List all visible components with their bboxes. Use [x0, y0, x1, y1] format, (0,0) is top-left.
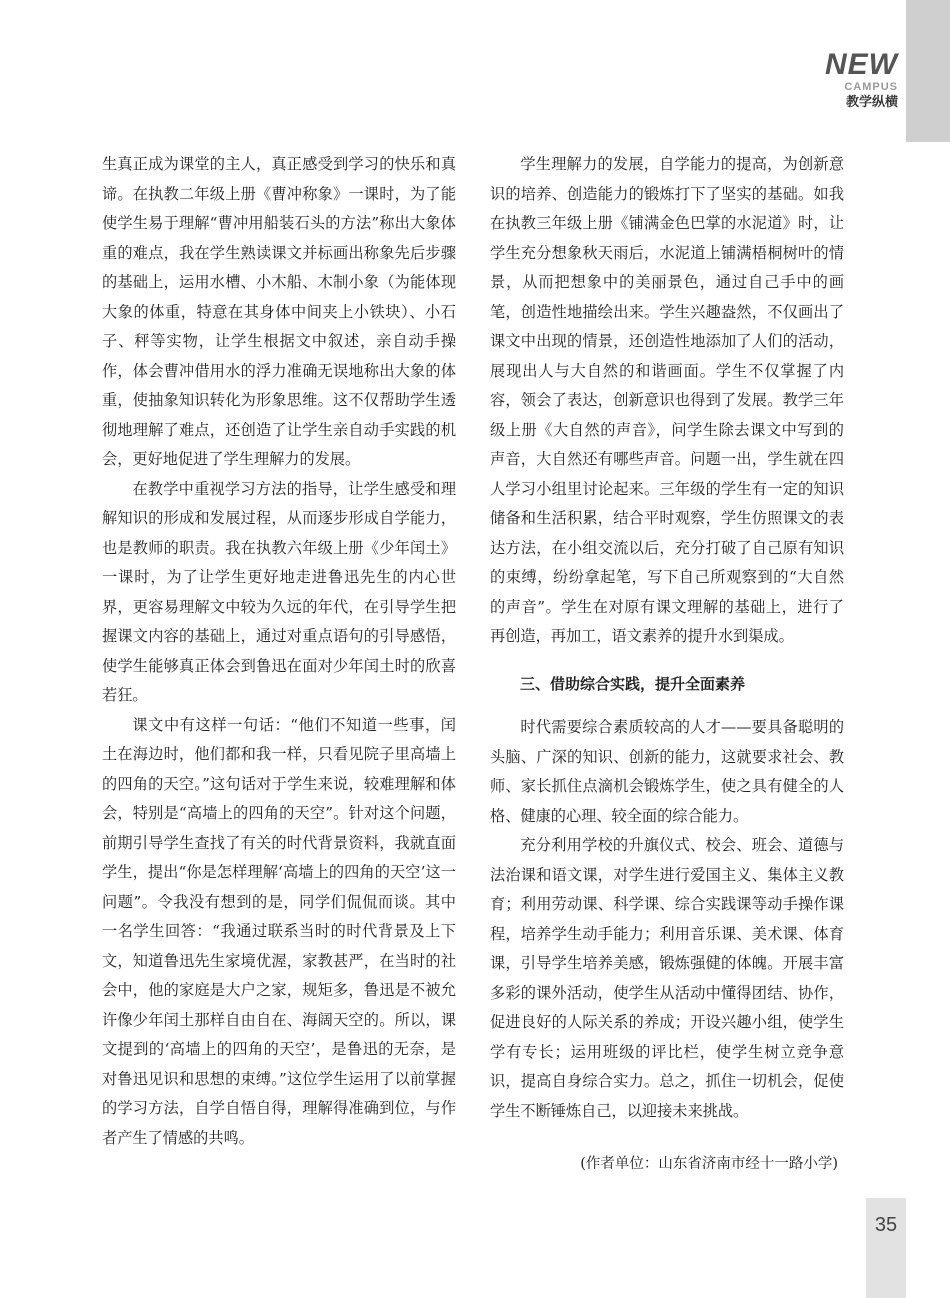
side-tab-top — [906, 0, 950, 142]
right-column — [490, 150, 844, 1180]
left-column — [102, 150, 456, 1153]
right-paragraph-3: 充分利用学校的升旗仪式、校会、班会、道德与法治课和语文课，对学生进行爱国主义、集体主义教育；利用劳动课、科学课、综合实践课等动手操作课程，培养学生动手能力；利用音乐课、美术课、体育课，引导学生培养美感，锻炼强健的体魄。开展丰富多彩的课外活动，使学生从活动中懂得团结、协作，促进良好的人际关系的养成；开设兴趣小组，使学生学有专长；运用班级的评比栏，使学生树立竞争意识，提高自身综合实力。总之，抓住一切机会，促使学生不断锤炼自己，以迎接未来挑战。 — [490, 836, 844, 1120]
right-paragraph-2: 时代需要综合素质较高的人才——要具备聪明的头脑、广深的知识、创新的能力，这就要求社会、教师、家长抓住点滴机会锻炼学生，使之具有健全的人格、健康的心理、较全面的综合能力。 — [490, 718, 844, 825]
right-paragraph-1: 学生理解力的发展，自学能力的提高，为创新意识的培养、创造能力的锻炼打下了坚实的基础。如我在执教三年级上册《铺满金色巴掌的水泥道》时，让学生充分想象秋天雨后，水泥道上铺满梧桐树叶的情景，从而把想象中的美丽景色，通过自己手中的画笔，创造性地描绘出来。学生兴趣盎然，不仅画出了课文中出现的情景，还创造性地添加了人们的活动，展现出人与大自然的和谐画面。学生不仅掌握了内容，领会了表达，创新意识也得到了发展。教学三年级上册《大自然的声音》，问学生除去课文中写到的声音，大自然还有哪些声音。问题一出，学生就在四人学习小组里讨论起来。三年级的学生有一定的知识储备和生活积累，结合平时观察，学生仿照课文的表达方法，在小组交流以后，充分打破了自己原有知识的束缚，纷纷拿起笔，写下自己所观察到的“大自然的声音”。学生在对原有课文理解的基础上，进行了再创造，再加工，语文素养的提升水到渠成。 — [490, 155, 844, 645]
left-paragraph-2: 在教学中重视学习方法的指导，让学生感受和理解知识的形成和发展过程，从而逐步形成自学能力，也是教师的职责。我在执教六年级上册《少年闰土》一课时，为了让学生更好地走进鲁迅先生的内心世界，更容易理解文中较为久远的年代，在引导学生把握课文内容的基础上，通过对重点语句的引导感悟，使学生能够真正体会到鲁迅在面对少年闰土时的欣喜若狂。 — [102, 479, 456, 704]
left-paragraph-1: 生真正成为课堂的主人，真正感受到学习的快乐和真谛。在执教二年级上册《曹冲称象》一课时，为了能使学生易于理解“曹冲用船装石头的方法”称出大象体重的难点，我在学生熟读课文并标画出称象先后步骤的基础上，运用水槽、小木船、木制小象（为能体现大象的体重，特意在其身体中间夹上小铁块）、小石子、秤等实物，让学生根据文中叙述，亲自动手操作，体会曹冲借用水的浮力准确无误地称出大象的体重，使抽象知识转化为形象思维。这不仅帮助学生透彻地理解了难点，还创造了让学生亲自动手实践的机会，更好地促进了学生理解力的发展。 — [102, 155, 456, 468]
brand-campus-logo: CAMPUS — [844, 81, 898, 93]
author-affiliation: (作者单位：山东省济南市经十一路小学) — [580, 1156, 838, 1172]
header-brand — [825, 50, 898, 112]
left-paragraph-3: 课文中有这样一句话：“他们不知道一些事，闰土在海边时，他们都和我一样，只看见院子里高墙上的四角的天空。”这句话对于学生来说，较难理解和体会，特别是“高墙上的四角的天空”。针对这个问题，前期引导学生查找了有关的时代背景资料，我就直面学生，提出“你是怎样理解‘高墙上的四角的天空’这一问题”。令我没有想到的是，同学们侃侃而谈。其中一名学生回答：“我通过联系当时的时代背景及上下文，知道鲁迅先生家境优渥，家教甚严，在当时的社会中，他的家庭是大户之家，规矩多，鲁迅是不被允许像少年闰土那样自由自在、海阔天空的。所以，课文提到的‘高墙上的四角的天空’，是鲁迅的无奈，是对鲁迅见识和思想的束缚。”这位学生运用了以前掌握的学习方法，自学自悟自得，理解得准确到位，与作者产生了情感的共鸣。 — [102, 715, 456, 1147]
section-heading: 三、借助综合实践，提升全面素养 — [520, 674, 746, 693]
page-number: 35 — [874, 1214, 898, 1236]
brand-new-logo: NEW — [825, 48, 898, 81]
side-tab-bottom — [866, 1198, 906, 1298]
section-title: 教学纵横 — [845, 95, 898, 110]
